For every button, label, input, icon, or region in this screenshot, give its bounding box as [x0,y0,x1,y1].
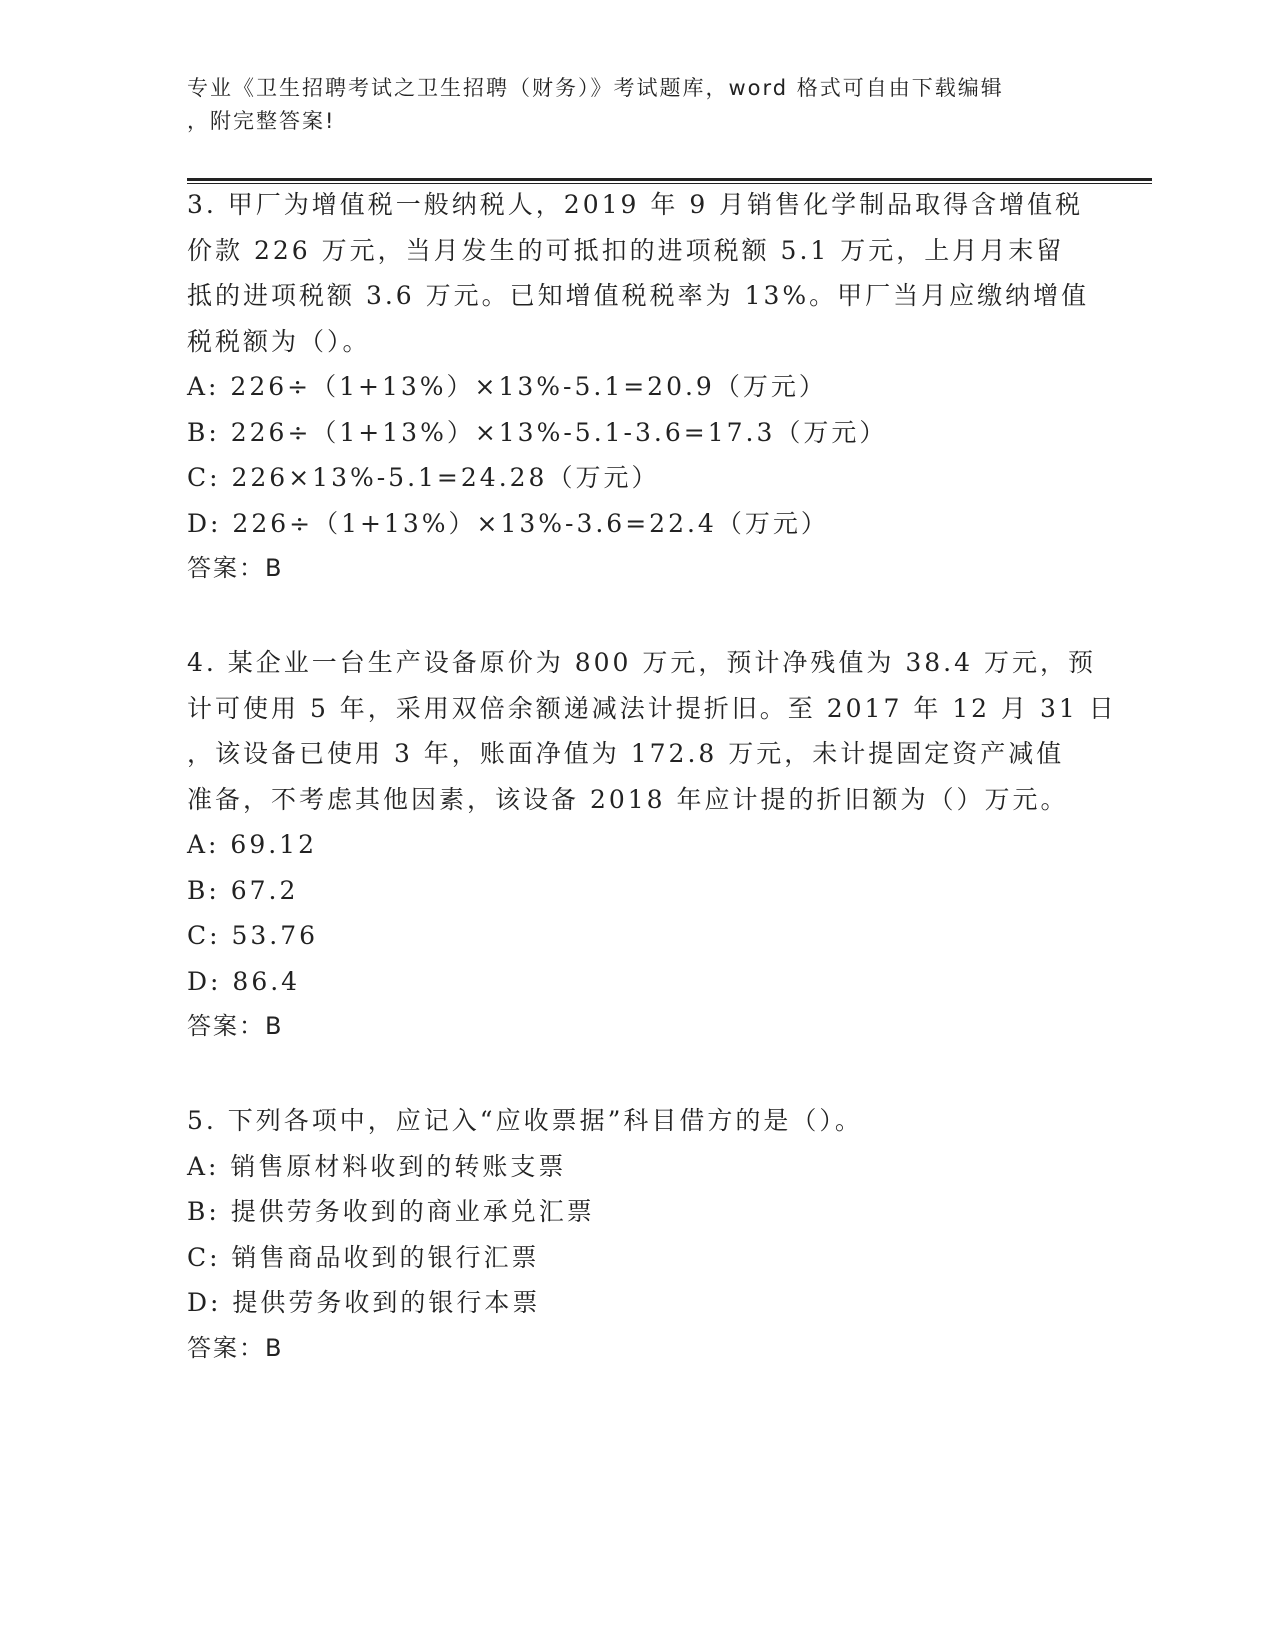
option-d: D: 提供劳务收到的银行本票 [187,1288,541,1317]
question-line: 5. 下列各项中，应记入“应收票据”科目借方的是（）。 [187,1106,863,1135]
answer-label: 答案：B [187,1012,284,1040]
header-line: ，附完整答案! [187,109,336,133]
question-line: 抵的进项税额 3.6 万元。已知增值税税率为 13%。甲厂当月应缴纳增值 [187,281,1090,310]
option-a: A: 226÷（1+13%）×13%-5.1=20.9（万元） [187,372,827,401]
question-block [187,182,1090,592]
answer-label: 答案：B [187,554,284,582]
option-b: B: 226÷（1+13%）×13%-5.1-3.6=17.3（万元） [187,417,888,447]
option-b: B: 67.2 [187,875,299,905]
question-block [187,1098,1087,1371]
option-d: D: 86.4 [187,966,301,996]
question-line: 4. 某企业一台生产设备原价为 800 万元，预计净残值为 38.4 万元，预 [187,648,1096,677]
question-line: 价款 226 万元，当月发生的可抵扣的进项税额 5.1 万元，上月月末留 [187,235,1065,265]
option-a: A: 销售原材料收到的转账支票 [187,1151,567,1181]
question-line: ，该设备已使用 3 年，账面净值为 172.8 万元，未计提固定资产减值 [187,739,1065,768]
question-text [187,1098,1087,1144]
header-divider [187,178,1152,181]
question-line: 税税额为（）。 [187,326,371,356]
header-line: 专业《卫生招聘考试之卫生招聘（财务）》考试题库，word 格式可自由下载编辑 [187,76,1004,100]
question-text [187,182,1090,364]
question-text [187,640,1117,822]
option-d: D: 226÷（1+13%）×13%-3.6=22.4（万元） [187,508,829,538]
question-line: 准备，不考虑其他因素，该设备 2018 年应计提的折旧额为（）万元。 [187,784,1069,814]
question-line: 3. 甲厂为增值税一般纳税人，2019 年 9 月销售化学制品取得含增值税 [187,190,1084,219]
option-c: C: 226×13%-5.1=24.28（万元） [187,463,660,492]
question-line: 计可使用 5 年，采用双倍余额递减法计提折旧。至 2017 年 12 月 31 日 [187,693,1117,723]
option-b: B: 提供劳务收到的商业承兑汇票 [187,1197,595,1226]
option-a: A: 69.12 [187,830,317,859]
answer-label: 答案：B [187,1333,284,1362]
document-header [187,72,1087,138]
question-block [187,640,1117,1050]
option-c: C: 销售商品收到的银行汇票 [187,1242,540,1272]
option-c: C: 53.76 [187,921,319,950]
